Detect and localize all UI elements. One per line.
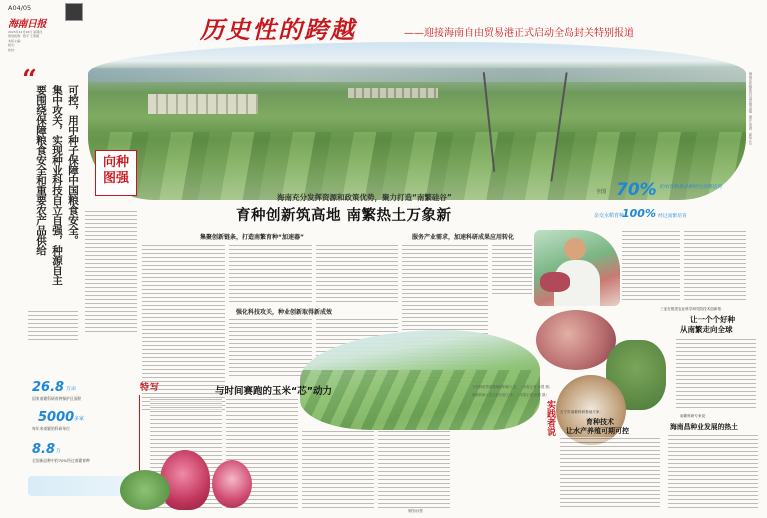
infographic-value-100: 100% [622,207,656,220]
section-heading-3: 服务产业需求，加速科研成果应用转化 [412,234,515,241]
photo-caption-2: 南繁科研人员正在田间工作。（本报记者 孙慧 摄） [472,393,549,397]
right-feature-kicker: 三亚在推进农业科学研究院技术创新报： [660,307,725,311]
section-badge: 向种图强 [95,150,137,196]
masthead-meta: 2025年12月18日 星期四 策划统筹：陈平 王黎刚 本版主编： 版式： 检校： [8,30,43,52]
quote-mark: “ [22,65,37,95]
infographic-prefix-1: 全国 [596,189,607,195]
page-number: A04/05 [8,4,32,12]
stat-label-3: 全国新品种中约70%经过南繁育种 [32,458,90,463]
graphic-credit: 制图/孙慧 [408,509,423,513]
right-feature-text [676,338,756,410]
corn-text-col-3 [302,430,374,508]
bottom-middle-headline-2: 让水产养殖可期可控 [566,427,629,435]
bottom-right-text [668,434,758,509]
infographic-value-70: 70% [616,180,657,200]
stat-label-2: 每年来南繁的科研单位 [32,426,70,431]
stat-unit-1: 万亩 [66,386,77,392]
infographic-prefix-2: 杂交水稻育种 [594,213,625,219]
infographic-text-70: 的农作物新品种经过南繁培育 [660,185,723,190]
body-column-3 [316,244,398,304]
bottom-right-headline: 海南昌种业发展的热土 [670,423,738,431]
body-column-9 [684,230,746,300]
article-headline: 育种创新筑高地 南繁热土万象新 [236,208,452,224]
bottom-right-kicker: 南繁科研专家说： [680,414,709,418]
stat-unit-3: 万 [56,448,62,454]
practice-label: 实践者说 [545,400,555,436]
article-kicker: 海南充分发挥资源和政策优势，聚力打造“南繁硅谷” [277,193,452,202]
dragon-fruit-photo [120,440,290,510]
section-heading-1: 集聚创新链条，打造南繁育种“加速器” [200,234,304,241]
photo-caption-1: 文昌种质资源基地的科研人员。（本报记者 孙慧 摄） [472,385,553,389]
stat-value-2: 5000 [38,410,75,425]
right-feature-headline-1: 让一个个好种 [690,315,735,324]
aerial-farmland-photo [88,42,746,200]
bottom-middle-text [560,437,660,509]
stat-label-1: 国家南繁科研育种保护区面积 [32,396,82,401]
researcher-photo [534,230,620,306]
right-feature-headline-2: 从南繁走向全球 [680,325,733,334]
body-column-7 [492,244,532,294]
corn-text-col-4 [378,430,450,508]
stat-value-3: 8.8 [32,442,56,457]
banner-subtitle: ——迎接海南自由贸易港正式启动全岛封关特别报道 [404,28,634,39]
stat-value-1: 26.8 [32,380,65,395]
body-column-8 [622,230,680,300]
photo-credit: 海南乐东黎族自治县抱由镇（图片来源：新华社） [748,72,752,147]
special-label: 特写 [140,383,161,393]
stat-unit-2: 多家 [74,416,85,422]
qr-code-icon [65,3,83,21]
body-column-2 [229,244,312,304]
corn-story-headline: 与时间赛跑的玉米“芯”动力 [215,386,332,397]
section-heading-2: 强化科技攻关，种业创新取得新成效 [236,309,333,316]
bottom-middle-kicker: 万宁市南繁科研基地专家： [560,410,604,414]
newspaper-logo: 海南日报 [8,19,46,30]
infographic-text-100: 经过南繁培育 [658,214,687,219]
banner-title: 历史性的跨越 [200,15,356,44]
bottom-middle-headline-1: 育种技术 [586,418,614,426]
body-column-4 [229,318,312,376]
left-vertical-headline: 可控，用中种子保障中国粮食安全。 集中攻关，实现种业科技自立自强，种源自主 要围绕保障粮食安全和重要农产品供给 [35,85,79,285]
left-article-text-lower [28,310,138,340]
